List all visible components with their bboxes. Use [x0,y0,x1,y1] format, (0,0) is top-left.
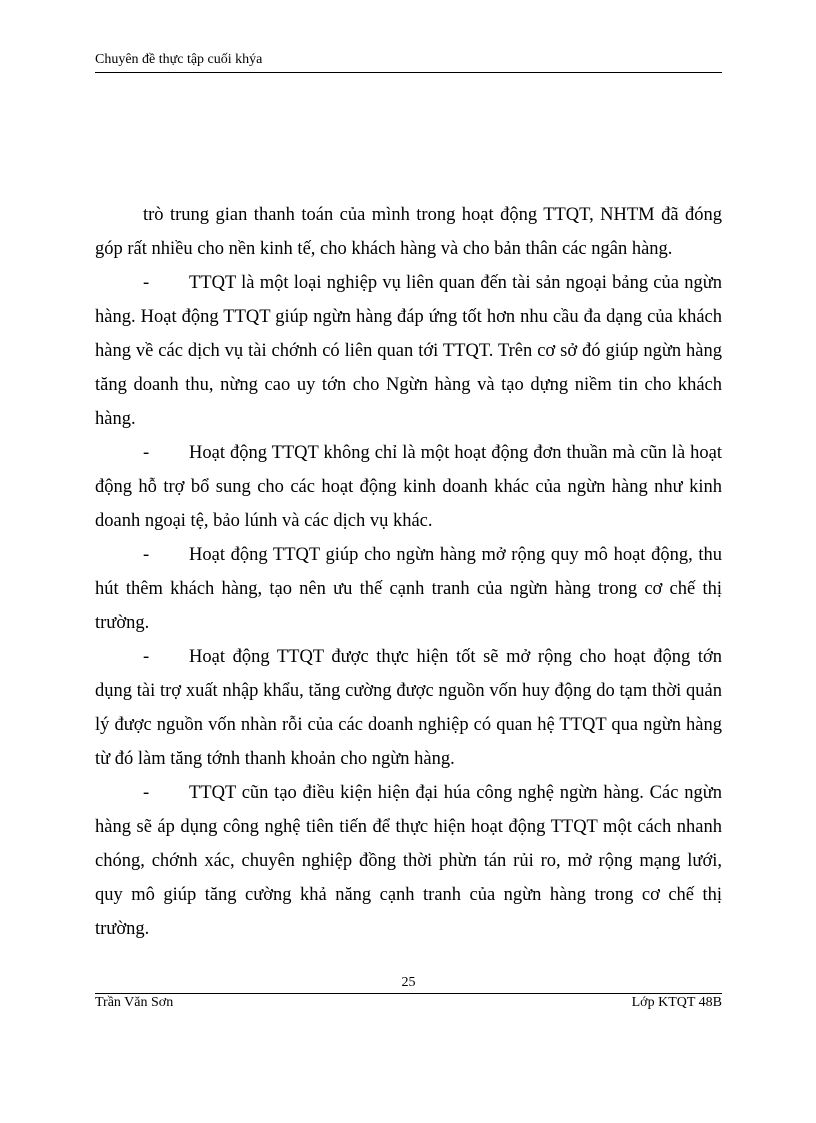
bullet-paragraph-1 [95,266,722,436]
bullet-paragraph-3 [95,538,722,640]
bullet-text: TTQT cũn tạo điều kiện hiện đại húa công nghệ ngừn hàng. Các ngừn hàng sẽ áp dụng công nghệ tiên tiến để thực hiện hoạt động TTQT một cách nhanh chóng, chớnh xác, chuyên nghiệp đồng thời phừn tán rủi ro, mở rộng mạng lưới, quy mô giúp tăng cường khả năng cạnh tranh của ngừn hàng trong cơ chế thị trường. [95,783,722,939]
bullet-paragraph-5 [95,776,722,946]
page-footer [95,975,722,1012]
bullet-paragraph-4 [95,640,722,776]
bullet-text: Hoạt động TTQT được thực hiện tốt sẽ mở rộng cho hoạt động tớn dụng tài trợ xuất nhập khẩu, tăng cường được nguồn vốn huy động do tạm thời quản lý được nguồn vốn nhàn rỗi của các doanh nghiệp có quan hệ TTQT qua ngừn hàng từ đó làm tăng tớnh thanh khoản cho ngừn hàng. [95,647,722,769]
bullet-marker: - [143,443,150,463]
header-title: Chuyên đề thực tập cuối khýa [95,52,263,67]
bullet-text: TTQT là một loại nghiệp vụ liên quan đến tài sản ngoại bảng của ngừn hàng. Hoạt động TTQT giúp ngừn hàng đáp ứng tốt hơn nhu cầu đa dạng của khách hàng về các dịch vụ tài chớnh có liên quan tới TTQT. Trên cơ sở đó giúp ngừn hàng tăng doanh thu, nừng cao uy tớn cho Ngừn hàng và tạo dựng niềm tin cho khách hàng. [95,273,722,429]
bullet-text: Hoạt động TTQT không chỉ là một hoạt động đơn thuần mà cũn là hoạt động hỗ trợ bổ sung cho các hoạt động kinh doanh khác của ngừn hàng như kinh doanh ngoại tệ, bảo lúnh và các dịch vụ khác. [95,443,722,531]
bullet-text: Hoạt động TTQT giúp cho ngừn hàng mở rộng quy mô hoạt động, thu hút thêm khách hàng, tạo nên ưu thế cạnh tranh của ngừn hàng trong cơ chế thị trường. [95,545,722,633]
bullet-marker: - [143,273,150,293]
bullet-marker: - [143,647,150,667]
bullet-marker: - [143,545,150,565]
bullet-marker: - [143,783,150,803]
footer-class: Lớp KTQT 48B [631,995,722,1010]
page-header [95,52,722,73]
page-body [95,198,722,946]
intro-paragraph: trò trung gian thanh toán của mình trong hoạt động TTQT, NHTM đã đóng góp rất nhiều cho nền kinh tế, cho khách hàng và cho bản thân các ngân hàng. [95,205,722,259]
footer-row [95,994,722,1012]
bullet-paragraph-2 [95,436,722,538]
footer-author: Trần Văn Sơn [95,995,174,1010]
page-number: 25 [401,975,416,990]
